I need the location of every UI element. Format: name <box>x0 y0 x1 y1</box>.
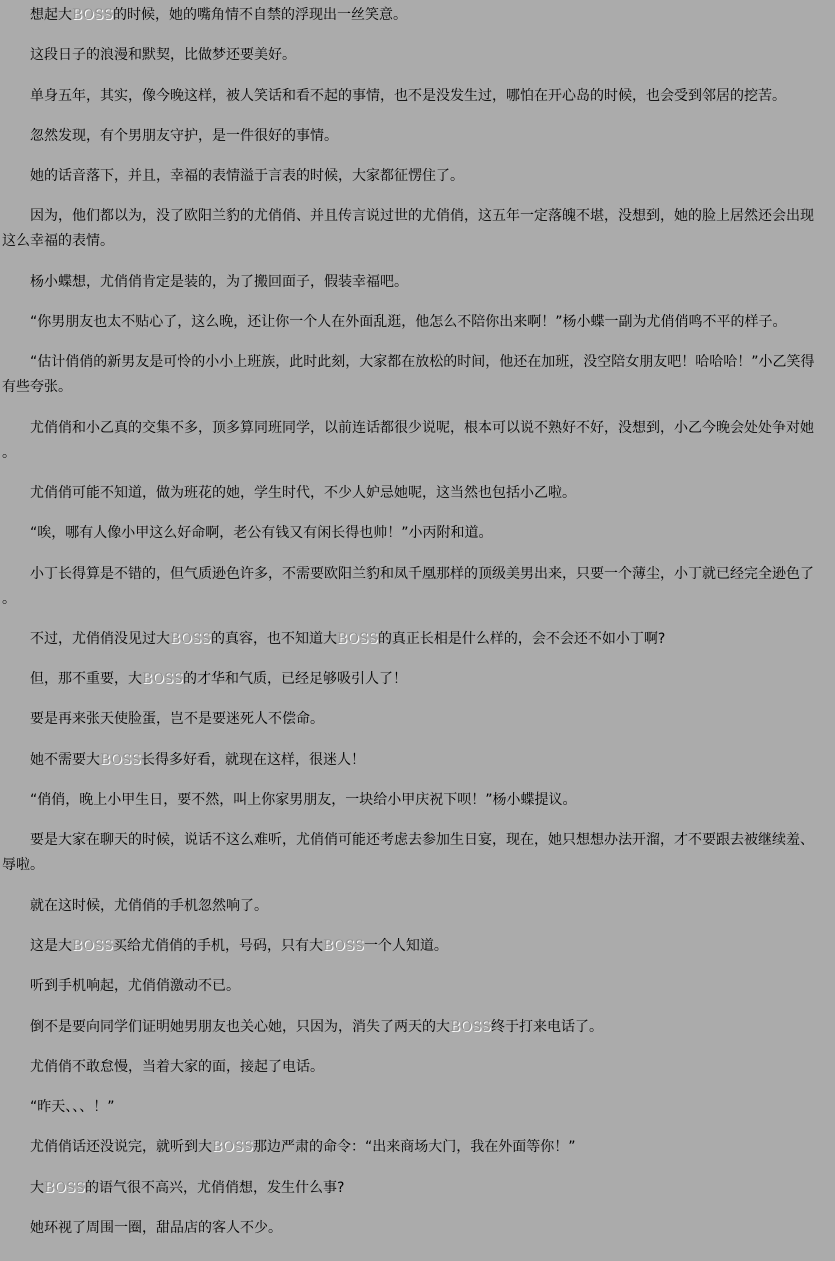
paragraph <box>2 1176 820 1201</box>
paragraph <box>2 788 820 813</box>
paragraph <box>2 748 820 773</box>
paragraph <box>2 521 820 546</box>
paragraph <box>2 43 820 68</box>
paragraph-text: 单身五年，其实，像今晚这样，被人笑话和看不起的事情，也不是没发生过，哪怕在开心岛的时候，也会受到邻居的挖苦。 <box>30 87 786 104</box>
paragraph-text: 终于打来电话了。 <box>490 1018 603 1035</box>
paragraph-text: 的才华和气质，已经足够吸引人了！ <box>182 671 407 688</box>
paragraph-text: 听到手机响起，尤俏俏激动不已。 <box>30 978 240 995</box>
paragraph-text: 杨小蝶想，尤俏俏肯定是装的，为了搬回面子，假装幸福吧。 <box>30 273 408 290</box>
paragraph <box>2 164 820 189</box>
boss-text: BOSS <box>44 1179 85 1196</box>
paragraph-text: 她的话音落下，并且，幸福的表情溢于言表的时候，大家都征愣住了。 <box>30 168 464 185</box>
paragraph-text: 她环视了周围一圈，甜品店的客人不少。 <box>30 1220 282 1237</box>
paragraph <box>2 1015 820 1040</box>
paragraph <box>2 562 820 612</box>
paragraph-text: 尤俏俏和小乙真的交集不多，顶多算同班同学，以前连话都很少说呢，根本可以说不熟好不好，没想到，小乙今晚会处处争对她。 <box>2 419 814 461</box>
paragraph <box>2 3 820 28</box>
paragraph-text: 但，那不重要，大 <box>30 671 142 688</box>
paragraph-text: 小丁长得算是不错的，但气质逊色许多，不需要欧阳兰豹和凤千凰那样的顶级美男出来，只要一个薄尘，小丁就已经完全逊色了。 <box>2 565 814 607</box>
paragraph-text: 这段日子的浪漫和默契，比做梦还要美好。 <box>30 47 296 64</box>
paragraph-text: 尤俏俏话还没说完，就听到大 <box>30 1139 212 1156</box>
paragraph-text: 的真正长相是什么样的，会不会还不如小丁啊? <box>377 630 666 647</box>
paragraph <box>2 974 820 999</box>
paragraph-text: 大 <box>30 1179 44 1196</box>
paragraph <box>2 707 820 732</box>
paragraph <box>2 84 820 109</box>
paragraph-text: “唉，哪有人像小甲这么好命啊，老公有钱又有闲长得也帅！”小丙附和道。 <box>30 525 493 542</box>
boss-text: BOSS <box>72 937 113 954</box>
boss-text: BOSS <box>170 630 211 647</box>
paragraph <box>2 270 820 295</box>
boss-text: BOSS <box>212 1139 253 1156</box>
paragraph <box>2 481 820 506</box>
paragraph-text: 一个人知道。 <box>363 937 448 954</box>
boss-text: BOSS <box>72 7 113 23</box>
paragraph-text: 买给尤俏俏的手机，号码，只有大 <box>112 937 323 954</box>
paragraph <box>2 894 820 919</box>
paragraph-text: “估计俏俏的新男友是可怜的小小上班族，此时此刻，大家都在放松的时间，他还在加班，没空陪女朋友吧！哈哈哈！”小乙笑得有些夸张。 <box>2 354 815 396</box>
paragraph-text: 不过，尤俏俏没见过大 <box>30 630 170 647</box>
paragraph-text: 倒不是要向同学们证明她男朋友也关心她，只因为，消失了两天的大 <box>30 1018 450 1035</box>
paragraph-text: “俏俏，晚上小甲生日，要不然，叫上你家男朋友，一块给小甲庆祝下呗！”杨小蝶提议。 <box>30 792 577 809</box>
boss-text: BOSS <box>142 671 183 688</box>
paragraph-text: 长得多好看，就现在这样，很迷人！ <box>140 751 365 768</box>
paragraph-text: 就在这时候，尤俏俏的手机忽然响了。 <box>30 897 268 914</box>
paragraph-text: 的语气很不高兴，尤俏俏想，发生什么事? <box>84 1179 345 1196</box>
paragraph-text: 的真容，也不知道大 <box>210 630 337 647</box>
paragraph-text: 尤俏俏可能不知道，做为班花的她，学生时代，不少人妒忌她呢，这当然也包括小乙啦。 <box>30 484 576 501</box>
paragraph <box>2 1135 820 1160</box>
paragraph <box>2 934 820 959</box>
paragraph-text: 的时候，她的嘴角情不自禁的浮现出一丝笑意。 <box>112 7 407 23</box>
paragraph-text: 那边严肃的命令：“出来商场大门，我在外面等你！” <box>252 1139 576 1156</box>
paragraph-text: 忽然发现，有个男朋友守护，是一件很好的事情。 <box>30 127 338 144</box>
boss-text: BOSS <box>450 1018 491 1035</box>
paragraph-text: 要是再来张天使脸蛋，岂不是要迷死人不偿命。 <box>30 711 324 728</box>
paragraph <box>2 310 820 335</box>
paragraph-text: 要是大家在聊天的时候，说话不这么难听，尤俏俏可能还考虑去参加生日宴，现在，她只想想办法开溜，才不要跟去被继续羞、辱啦。 <box>2 832 814 874</box>
paragraph-text: “你男朋友也太不贴心了，这么晚，还让你一个人在外面乱逛，他怎么不陪你出来啊！”杨小蝶一副为尤俏俏鸣不平的样子。 <box>30 314 787 331</box>
paragraph-text: 她不需要大 <box>30 751 100 768</box>
paragraph <box>2 1216 820 1241</box>
boss-text: BOSS <box>336 630 378 647</box>
boss-text: BOSS <box>322 937 364 954</box>
paragraph-text: 因为，他们都以为，没了欧阳兰豹的尤俏俏、并且传言说过世的尤俏俏，这五年一定落魄不堪，没想到，她的脸上居然还会出现这么幸福的表情。 <box>2 208 814 250</box>
paragraph <box>2 627 820 652</box>
paragraph <box>2 416 820 466</box>
paragraph <box>2 667 820 692</box>
paragraph <box>2 204 820 254</box>
paragraph-text: 尤俏俏不敢怠慢，当着大家的面，接起了电话。 <box>30 1058 324 1075</box>
paragraph-text: “昨天、、、！” <box>30 1099 115 1116</box>
paragraph <box>2 1055 820 1080</box>
paragraph <box>2 350 820 400</box>
boss-text: BOSS <box>100 751 141 768</box>
paragraph-text: 这是大 <box>30 937 72 954</box>
paragraph-text: 想起大 <box>30 7 72 23</box>
paragraph <box>2 124 820 149</box>
paragraph <box>2 1095 820 1120</box>
paragraph <box>2 828 820 878</box>
